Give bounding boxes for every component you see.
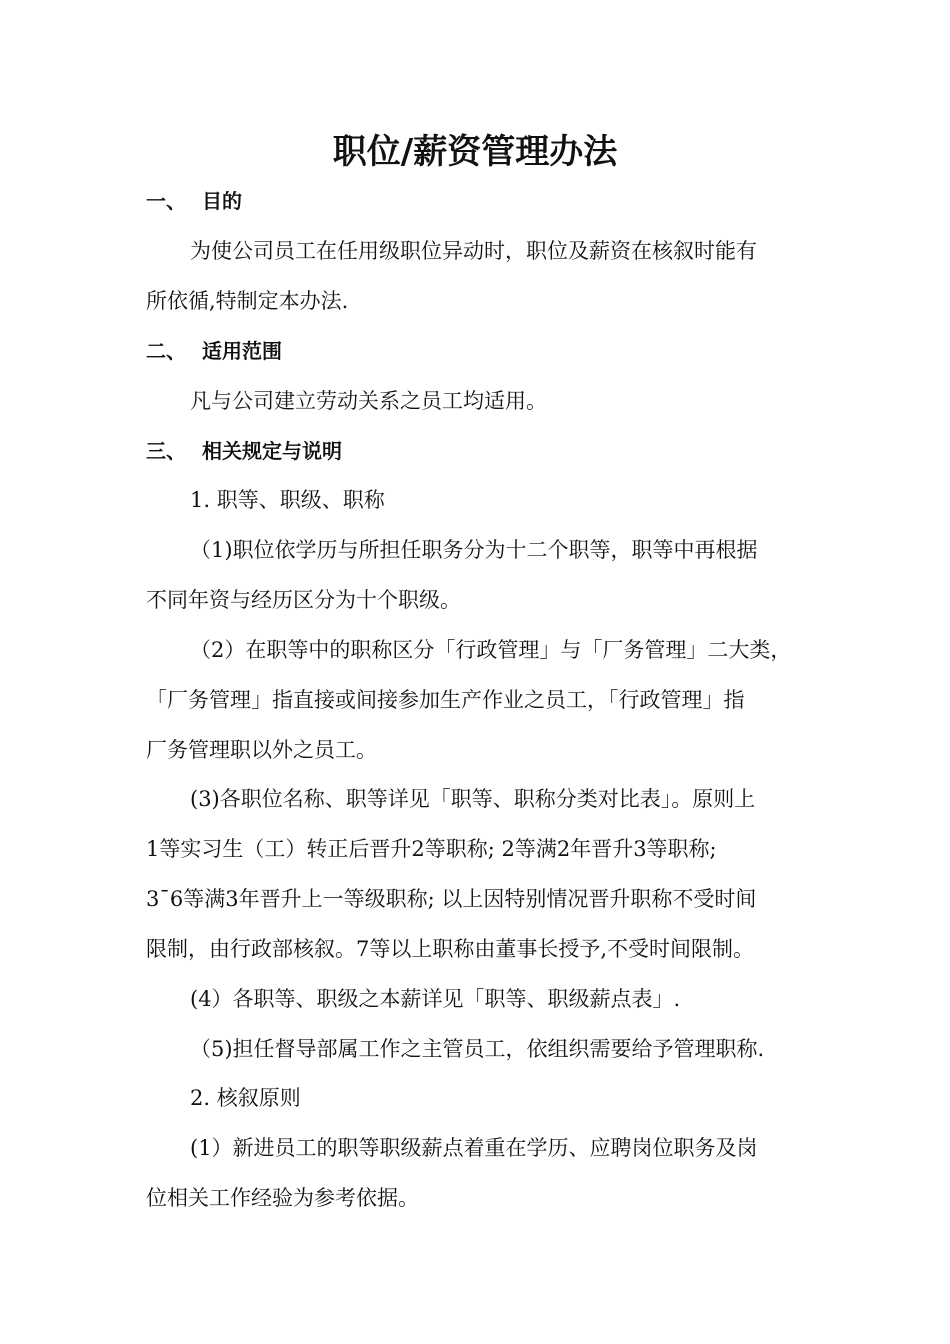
paragraph-line: 不同年资与经历区分为十个职级。 (146, 588, 461, 612)
paragraph-line: 凡与公司建立劳动关系之员工均适用。 (190, 389, 547, 413)
paragraph-line: 位相关工作经验为参考依据。 (146, 1186, 419, 1210)
section-title: 适用范围 (202, 339, 282, 363)
subsection-heading: 2. 核叙原则 (190, 1086, 301, 1110)
paragraph-line: (4）各职等、职级之本薪详见「职等、职级薪点表」. (190, 987, 681, 1011)
section-title: 目的 (202, 189, 242, 213)
paragraph-line: 所依循,特制定本办法. (146, 289, 349, 313)
paragraph-line: 为使公司员工在任用级职位异动时，职位及薪资在核叙时能有 (190, 239, 757, 263)
paragraph-line: (1）新进员工的职等职级薪点着重在学历、应聘岗位职务及岗 (190, 1136, 758, 1160)
section-number: 一、 (146, 189, 186, 213)
section-heading-scope (146, 336, 282, 366)
paragraph-line: 厂务管理职以外之员工。 (146, 738, 377, 762)
paragraph-line: (3)各职位名称、职等详见「职等、职称分类对比表」。原则上 (190, 787, 756, 811)
section-number: 二、 (146, 339, 186, 363)
section-heading-rules (146, 436, 342, 466)
paragraph-line: （5)担任督导部属工作之主管员工，依组织需要给予管理职称. (190, 1037, 765, 1061)
document-title: 职位/薪资管理办法 (332, 132, 618, 172)
section-heading-purpose (146, 186, 242, 216)
paragraph-line: 「厂务管理」指直接或间接参加生产作业之员工，「行政管理」指 (146, 688, 745, 712)
paragraph-line: 1等实习生（工）转正后晋升2等职称; 2等满2年晋升3等职称; (146, 837, 717, 861)
section-number: 三、 (146, 439, 186, 463)
paragraph-line: （1)职位依学历与所担任职务分为十二个职等，职等中再根据 (190, 538, 758, 562)
paragraph-line: 限制，由行政部核叙。7等以上职称由董事长授予,不受时间限制。 (146, 937, 755, 961)
paragraph-line: （2）在职等中的职称区分「行政管理」与「厂务管理」二大类， (190, 638, 792, 662)
paragraph-line: 3¯6等满3年晋升上一等级职称; 以上因特别情况晋升职称不受时间 (146, 887, 757, 911)
subsection-heading: 1. 职等、职级、职称 (190, 488, 385, 512)
section-title: 相关规定与说明 (202, 439, 342, 463)
